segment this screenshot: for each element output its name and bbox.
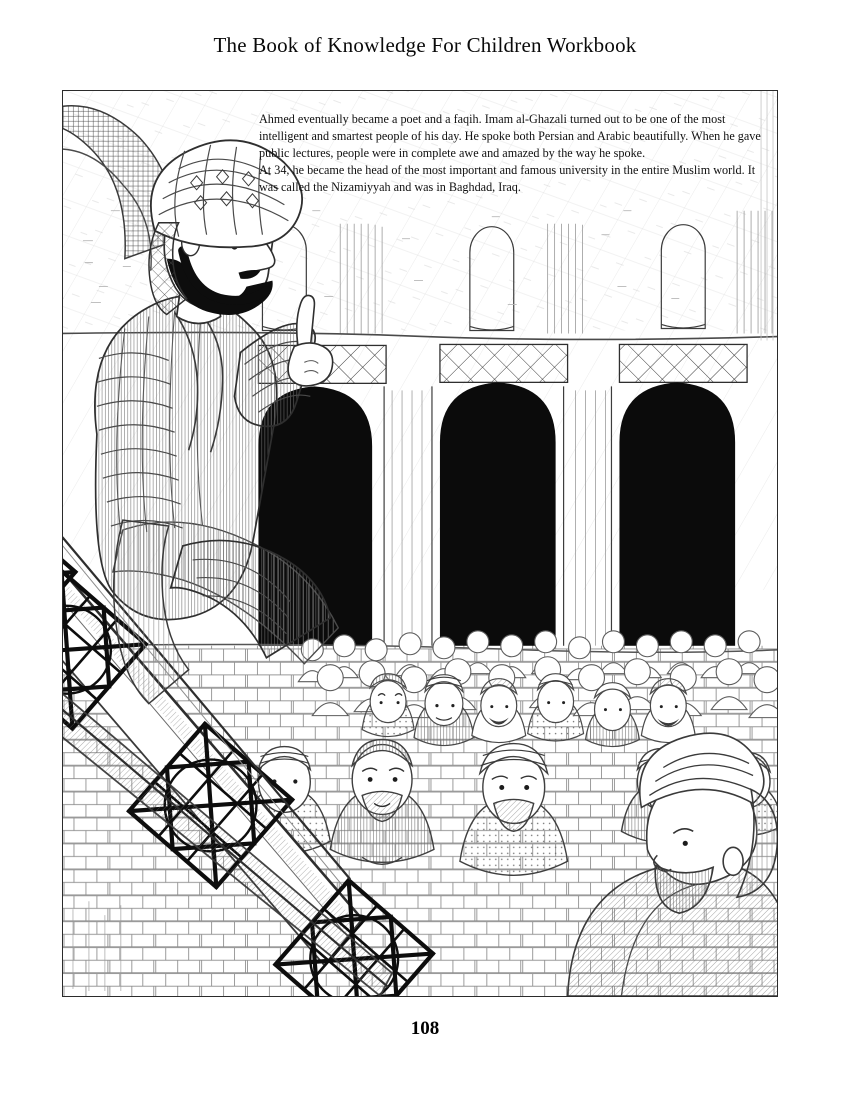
caption-paragraph-2: At 34, he became the head of the most important and famous university in the entire Muslim world. It was called the Nizamiyyah and was in Baghdad, Iraq. <box>259 163 756 194</box>
page-number: 108 <box>410 1018 440 1039</box>
illustration-frame <box>62 90 778 997</box>
page-title: The Book of Knowledge For Children Workbook <box>213 33 637 57</box>
caption-text-block <box>259 111 767 196</box>
black-archways <box>258 382 735 649</box>
illustration-artwork <box>63 91 777 996</box>
caption-paragraph-1: Ahmed eventually became a poet and a faqih. Imam al-Ghazali turned out to be one of the most intelligent and smartest people of his day. He spoke both Persian and Arabic beautifully. When he gave public lectures, people were in complete awe and amazed by the way he spoke. <box>259 112 761 160</box>
